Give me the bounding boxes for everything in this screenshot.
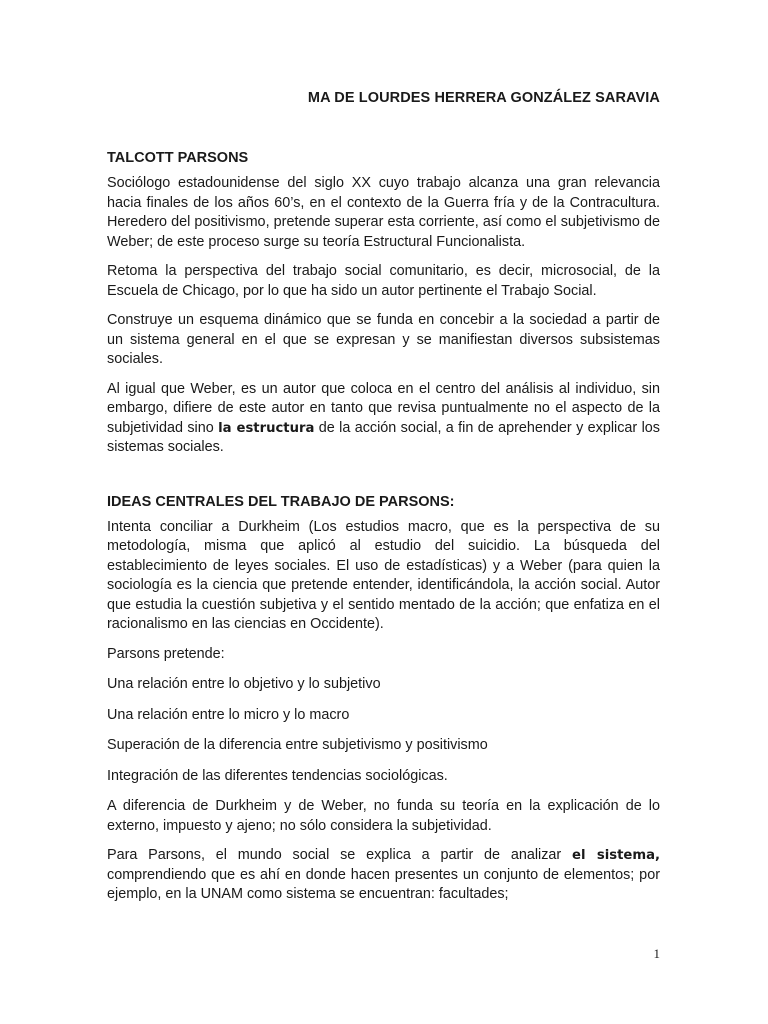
paragraph: Parsons pretende: <box>107 645 225 662</box>
page-number: 1 <box>653 946 660 961</box>
paragraph <box>107 380 660 458</box>
author-name: MA DE LOURDES HERRERA GONZÁLEZ SARAVIA <box>307 90 660 106</box>
section-heading-talcott-parsons: TALCOTT PARSONS <box>107 150 249 166</box>
bold-term: la estructura <box>218 420 315 436</box>
paragraph-text: Para Parsons, el mundo social se explica a partir de analizar <box>107 847 573 863</box>
paragraph-text: de la acción social, a fin de aprehender y explicar los sistemas sociales. <box>107 419 660 455</box>
paragraph-text: comprendiendo que es ahí en donde hacen presentes un conjunto de elementos; por ejemplo, en la UNAM como sistema se encuentran: facultades; <box>107 866 660 902</box>
paragraph: Construye un esquema dinámico que se funda en concebir a la sociedad a partir de un sistema general en el que se expresan y se manifiestan diversos subsistemas sociales. <box>107 312 660 367</box>
section-heading-ideas-centrales: IDEAS CENTRALES DEL TRABAJO DE PARSONS: <box>107 493 455 510</box>
document-body <box>107 150 660 915</box>
paragraph: Intenta conciliar a Durkheim (Los estudios macro, que es la perspectiva de su metodología, misma que aplicó al estudio del suicidio. La búsqueda del establecimiento de leyes sociales. El uso de estadísticas) y a Weber (para quien la sociología es la ciencia que pretende entender, identificándola, la acción social. Autor que estudia la cuestión subjetiva y el sentido mentado de la acción; que enfatiza en el racionalismo en las ciencias en Occidente). <box>107 518 660 632</box>
list-item: Una relación entre lo micro y lo macro <box>107 706 350 723</box>
list-item: Una relación entre lo objetivo y lo subjetivo <box>107 676 381 692</box>
list-item: Integración de las diferentes tendencias sociológicas. <box>107 767 448 784</box>
spacer <box>107 468 660 494</box>
paragraph: Retoma la perspectiva del trabajo social comunitario, es decir, microsocial, de la Escuela de Chicago, por lo que ha sido un autor pertinente el Trabajo Social. <box>107 263 660 299</box>
list-item: Superación de la diferencia entre subjetivismo y positivismo <box>107 737 488 753</box>
paragraph-text: Al igual que Weber, es un autor que coloca en el centro del análisis al individuo, sin embargo, difiere de este autor en tanto que revisa puntualmente no el aspecto de la subjetividad sino <box>107 380 660 436</box>
paragraph: A diferencia de Durkheim y de Weber, no funda su teoría en la explicación de lo externo, impuesto y ajeno; no sólo considera la subjetividad. <box>107 798 660 834</box>
paragraph <box>107 846 660 905</box>
paragraph: Sociólogo estadounidense del siglo XX cuyo trabajo alcanza una gran relevancia hacia finales de los años 60’s, en el contexto de la Guerra fría y de la Contracultura. Heredero del positivismo, pretende superar esta corriente, así como el subjetivismo de Weber; de este proceso surge su teoría Estructural Funcionalista. <box>107 175 660 250</box>
bold-term: el sistema, <box>572 848 660 863</box>
